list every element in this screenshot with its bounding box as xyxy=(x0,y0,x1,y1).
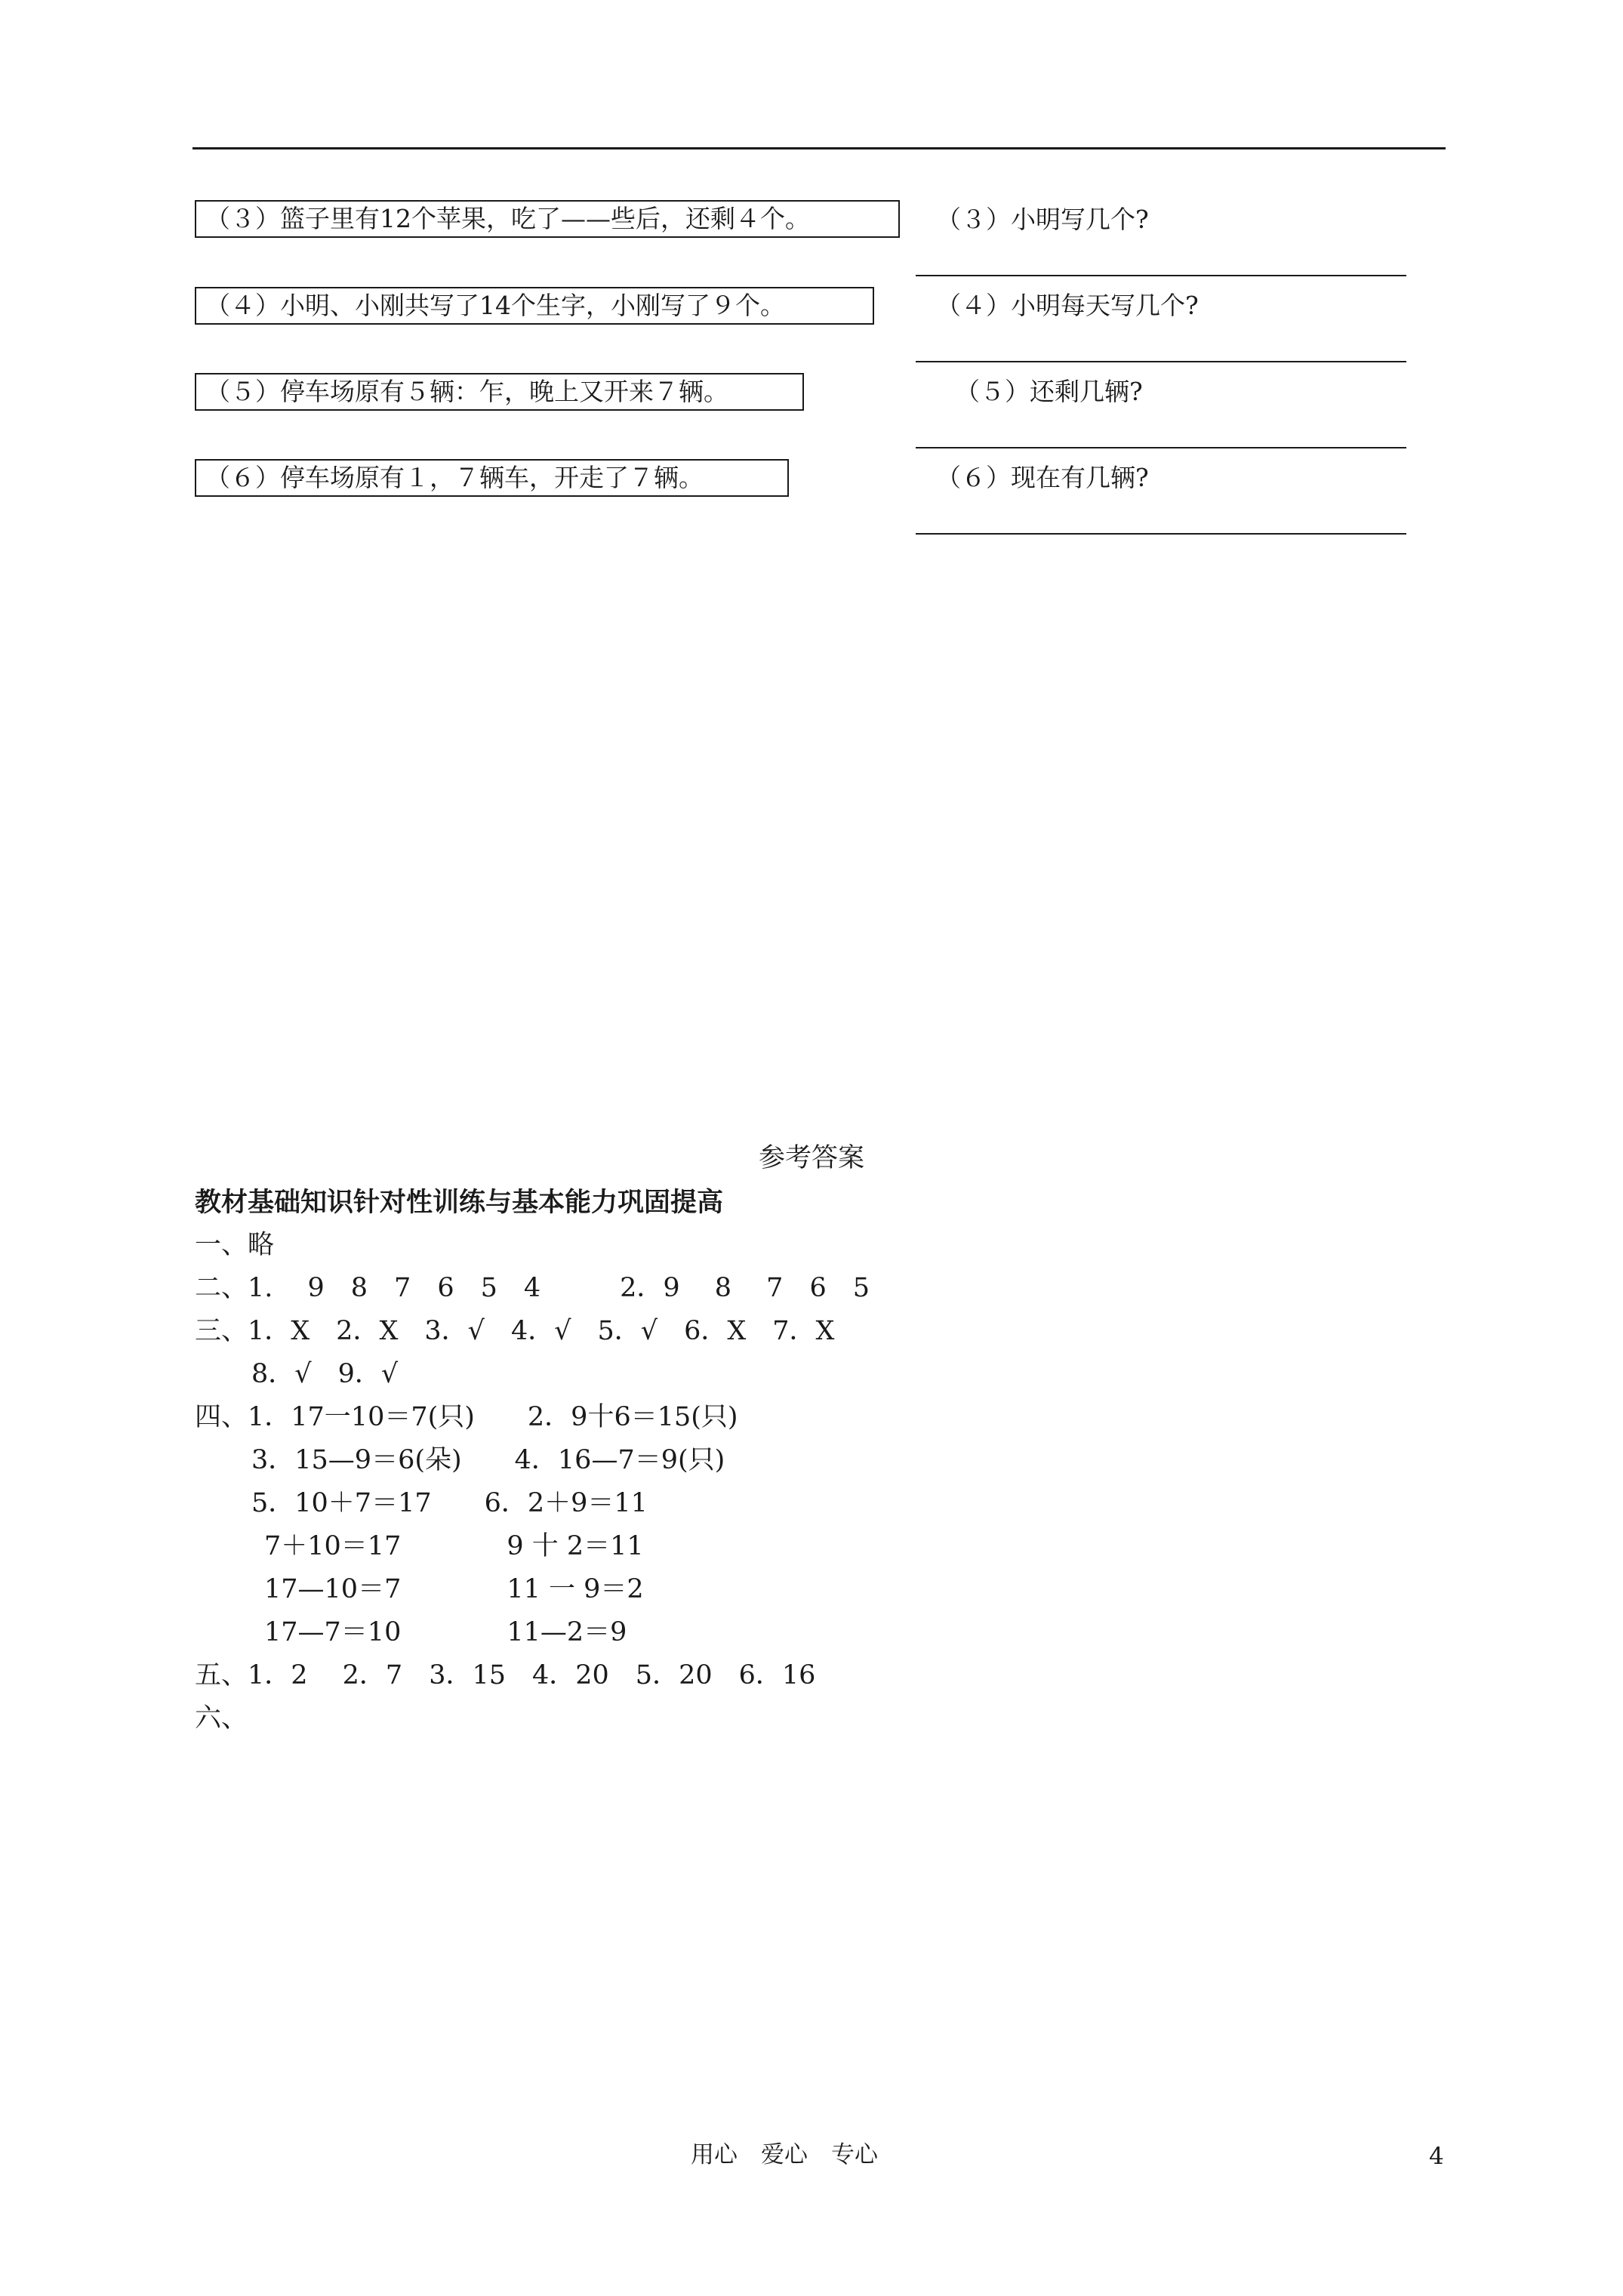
problem-5-answer-line xyxy=(916,447,1406,448)
problem-6-condition-box: （６）停车场原有１，７辆车，开走了７辆。 xyxy=(195,459,789,497)
answer-line-8: 7＋10＝17 9 十 2＝11 xyxy=(264,1531,644,1561)
problem-3-condition-box: （３）篮子里有12个苹果，吃了——些后，还剩４个。 xyxy=(195,200,900,238)
problem-4-answer-line xyxy=(916,361,1406,362)
answer-line-7: 5．10＋7＝17 6．2＋9＝11 xyxy=(251,1488,648,1518)
answer-line-4: 8．√ 9．√ xyxy=(251,1359,399,1389)
answer-line-5: 四、1．17一10＝7(只) 2．9十6＝15(只) xyxy=(195,1402,738,1432)
problem-4-condition-box: （４）小明、小刚共写了14个生字，小刚写了９个。 xyxy=(195,287,874,325)
answer-line-11: 五、1．2 2．7 3．15 4．20 5．20 6．16 xyxy=(195,1660,816,1690)
answer-line-9: 17—10＝7 11 一 9＝2 xyxy=(264,1574,644,1604)
answer-line-12: 六、 xyxy=(195,1703,248,1734)
answer-line-3: 三、1．X 2．X 3．√ 4．√ 5．√ 6．X 7．X xyxy=(195,1316,835,1346)
problem-6-answer-line xyxy=(916,533,1406,535)
answer-line-10: 17—7＝10 11—2＝9 xyxy=(264,1617,627,1647)
answer-line-6: 3．15—9＝6(朵) 4．16—7＝9(只) xyxy=(251,1445,725,1475)
problem-4-question: （４）小明每天写几个? xyxy=(936,291,1199,320)
footer-motto: 用心 爱心 专心 xyxy=(691,2141,878,2168)
answer-line-1: 一、略 xyxy=(195,1230,275,1260)
page-number: 4 xyxy=(1429,2143,1444,2170)
problem-5-condition-box: （５）停车场原有５辆：乍，晚上又开来７辆。 xyxy=(195,373,804,411)
answer-line-2: 二、1. 9 8 7 6 5 4 2．9 8 7 6 5 xyxy=(195,1273,870,1303)
problem-3-question: （３）小明写几个? xyxy=(936,205,1149,234)
problem-6-question: （６）现在有几辆? xyxy=(936,463,1149,492)
answers-heading: 教材基础知识针对性训练与基本能力巩固提高 xyxy=(195,1187,724,1218)
header-rule xyxy=(192,147,1446,149)
answers-title: 参考答案 xyxy=(759,1143,865,1173)
problem-3-answer-line xyxy=(916,275,1406,276)
problem-5-question: （５）还剩几辆? xyxy=(955,377,1143,406)
